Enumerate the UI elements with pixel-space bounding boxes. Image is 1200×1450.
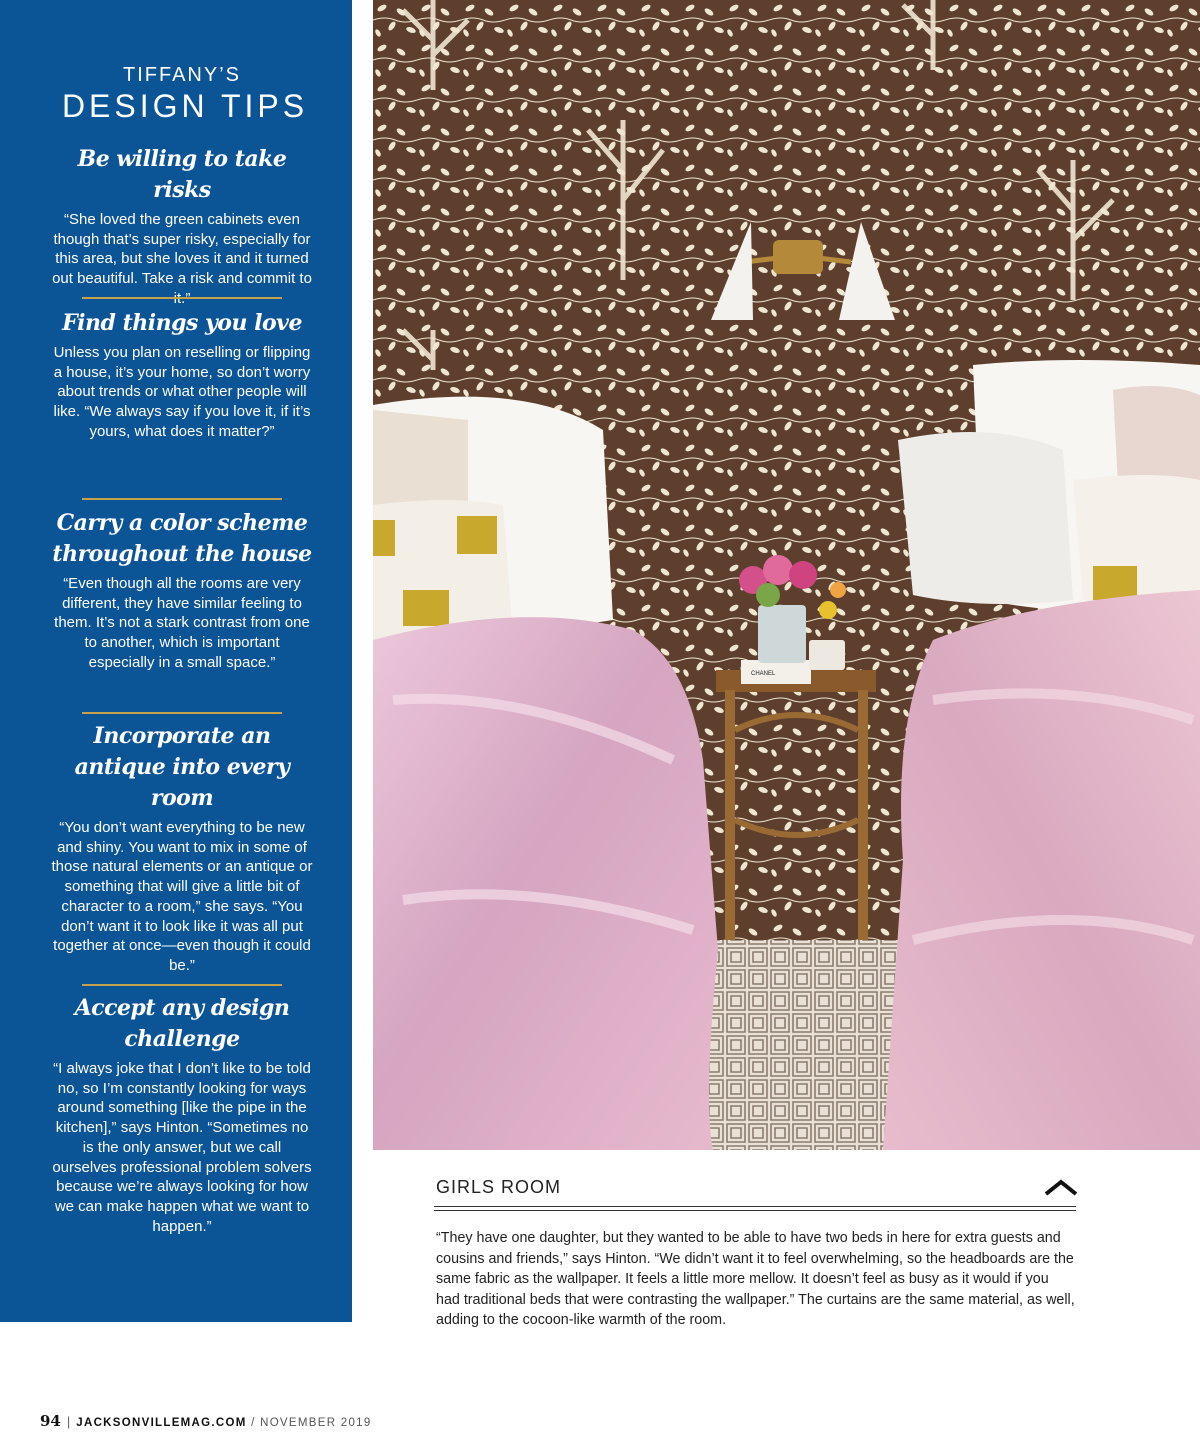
caption-title: GIRLS ROOM <box>436 1177 562 1197</box>
bedroom-illustration <box>373 0 1200 1150</box>
tip-heading: Find things you love <box>62 310 302 336</box>
chevron-up-icon <box>1044 1176 1078 1198</box>
caption-body: “They have one daughter, but they wanted to be able to have two beds in here for extra guests and cousins and friends,” says Hinton. “We didn’t want it to feel overwhelming, so the headboards are the same fabric as the wallpaper. It feels a little more mellow. It doesn’t feel as busy as it would if you had traditional beds that were contrasting the wallpaper.” The curtains are the same material, as well, adding to the cocoon-like warmth of the room. <box>436 1230 1075 1329</box>
design-tips-sidebar <box>0 0 352 1322</box>
tip-body: “You don’t want everything to be new and shiny. You want to mix in some of those natural elements or an antique or something that will give a little bit of character to a room,” she says. “You don’t want it to look like it was all put together at once—even though it could be.” <box>51 819 313 974</box>
right-bed-comforter <box>883 590 1200 1150</box>
caption-rule <box>434 1206 1076 1207</box>
sidebar-title: DESIGN TIPS <box>61 88 309 124</box>
tip-2 <box>50 308 314 442</box>
girls-room-photo <box>373 0 1200 1150</box>
page-footer <box>40 1412 372 1432</box>
tip-divider <box>82 297 282 299</box>
tip-body: Unless you plan on reselling or flipping a house, it’s your home, so don’t worry about trends or what other people will like. “We always say if you love it, if it’s yours, what does it matter?” <box>53 344 311 440</box>
tip-4 <box>50 721 314 976</box>
tip-heading: Be willing to take risks <box>77 146 287 203</box>
tip-divider <box>82 712 282 714</box>
tip-heading: Incorporate an antique into every room <box>74 723 290 811</box>
footer-site: JACKSONVILLEMAG.COM <box>76 1417 247 1429</box>
left-pillows <box>373 397 613 642</box>
tip-1 <box>50 144 314 309</box>
chanel-book-text: CHANEL <box>751 671 776 677</box>
tip-divider <box>82 984 282 986</box>
footer-issue: / NOVEMBER 2019 <box>251 1417 372 1429</box>
page-number: 94 <box>40 1412 61 1430</box>
sidebar-kicker: TIFFANY’S <box>122 64 241 86</box>
geometric-rug <box>693 940 913 1150</box>
tip-heading: Accept any design challenge <box>74 995 290 1052</box>
caption-rule <box>434 1210 1076 1211</box>
tip-divider <box>82 498 282 500</box>
tip-5 <box>50 993 314 1236</box>
tip-3 <box>50 508 314 673</box>
tip-body: “She loved the green cabinets even though that’s super risky, especially for this area, but she loves it and it turned out beautiful. Take a risk and commit to <box>52 211 312 288</box>
tip-body: “I always joke that I don’t like to be told no, so I’m constantly looking for ways around something [like the pipe in the kitchen],” says Hinton. “Sometimes no is the only answer, but we call ourselves professional problem solvers because we’re always looking for how we can make happen what we want to happen.” <box>52 1060 312 1235</box>
footer-separator: | <box>66 1414 71 1429</box>
tip-heading: Carry a color scheme throughout the house <box>52 510 312 567</box>
tip-body: “Even though all the rooms are very different, they have similar feeling to them. It’s not a stark contrast from one to another, which is important especially in a small space.” <box>54 575 310 671</box>
